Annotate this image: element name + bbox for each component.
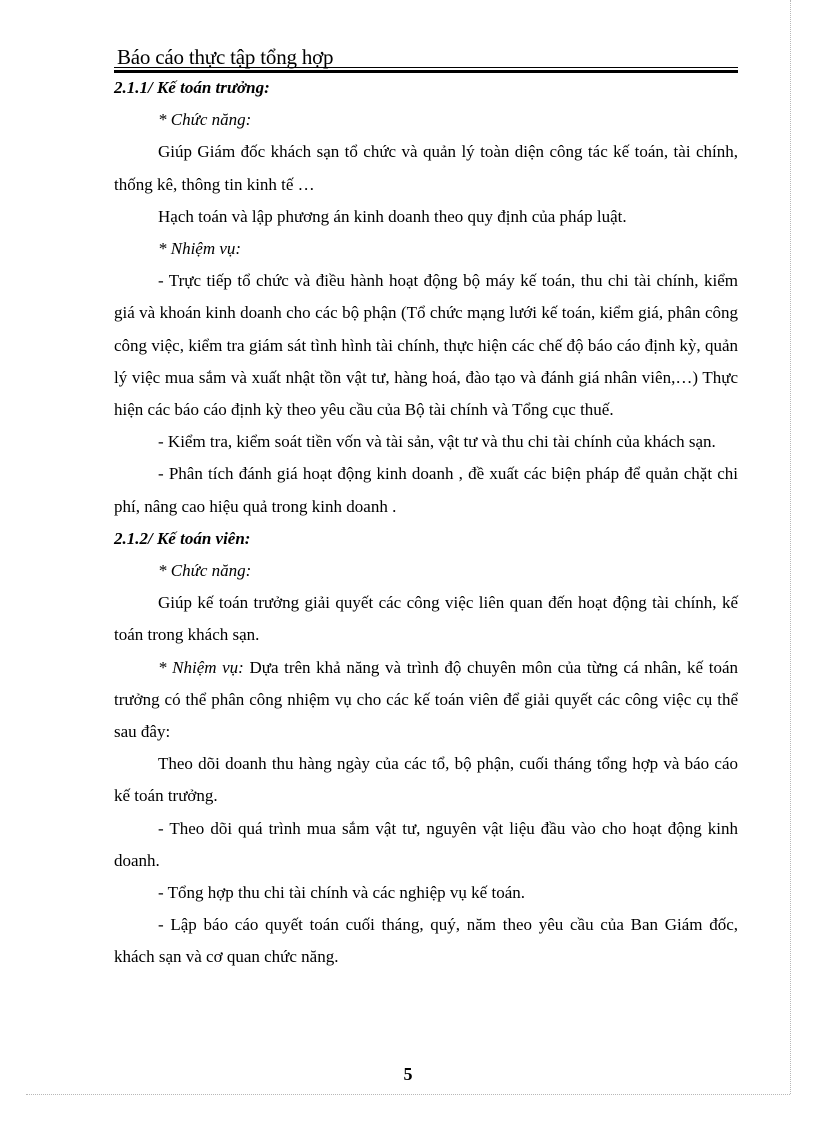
header-rule (114, 67, 738, 68)
paragraph: Giúp kế toán trưởng giải quyết các công việc liên quan đến hoạt động tài chính, kế toán trong khách sạn. (114, 593, 738, 645)
duty-label-text: * Nhiệm vụ: (158, 239, 242, 259)
duty-paragraph (114, 652, 738, 749)
paragraph: - Phân tích đánh giá hoạt động kinh doanh , đề xuất các biện pháp để quản chặt chi phí, nâng cao hiệu quả trong kinh doanh . (114, 464, 738, 516)
page-border-bottom (26, 1094, 790, 1095)
paragraph: Theo dõi doanh thu hàng ngày của các tổ, bộ phận, cuối tháng tổng hợp và báo cáo kế toán trưởng. (114, 754, 738, 806)
paragraph: - Trực tiếp tổ chức và điều hành hoạt động bộ máy kế toán, thu chi tài chính, kiểm giá và khoán kinh doanh cho các bộ phận (Tổ chức mạng lưới kế toán, kiểm giá, phân công công việc, kiểm tra giám sát tình hình tài chính, thực hiện các chế độ báo cáo định kỳ, quản lý việc mua sắm và xuất nhật tồn vật tư, hàng hoá, đào tạo và đánh giá nhân viên,…) Thực hiện các báo cáo định kỳ theo yêu cầu của Bộ tài chính và Tổng cục thuế. (114, 271, 738, 420)
duty-intro-text: Dựa trên khả năng và trình độ chuyên môn của từng cá nhân, kế toán trưởng có thể phân công nhiệm vụ cho các kế toán viên để giải quyết các công việc cụ thể sau đây: (114, 657, 738, 742)
paragraph: - Kiểm tra, kiểm soát tiền vốn và tài sản, vật tư và thu chi tài chính của khách sạn. (158, 432, 716, 452)
function-label-text: * Chức năng: (158, 561, 252, 581)
function-label (114, 104, 738, 136)
running-header: Báo cáo thực tập tổng hợp (117, 45, 334, 69)
document-body (114, 72, 738, 974)
paragraph: - Theo dõi quá trình mua sắm vật tư, nguyên vật liệu đầu vào cho hoạt động kinh doanh. (114, 818, 738, 870)
function-label (114, 555, 738, 587)
paragraph: Hạch toán và lập phương án kinh doanh theo quy định của pháp luật. (158, 206, 627, 226)
section-heading: 2.1.2/ Kế toán viên: (114, 528, 251, 548)
paragraph: - Lập báo cáo quyết toán cuối tháng, quý, năm theo yêu cầu của Ban Giám đốc, khách sạn và cơ quan chức năng. (114, 915, 738, 967)
duty-label-text: * Nhiệm vụ: (158, 657, 244, 677)
paragraph: Giúp Giám đốc khách sạn tổ chức và quản lý toàn diện công tác kế toán, tài chính, thống kê, thông tin kinh tế … (114, 142, 738, 194)
page-border-right (790, 0, 791, 1094)
section-heading: 2.1.1/ Kế toán trưởng: (114, 78, 270, 97)
duty-label (114, 233, 738, 265)
paragraph: - Tổng hợp thu chi tài chính và các nghiệp vụ kế toán. (158, 883, 525, 903)
page-number: 5 (403, 1064, 413, 1084)
function-label-text: * Chức năng: (158, 110, 252, 130)
